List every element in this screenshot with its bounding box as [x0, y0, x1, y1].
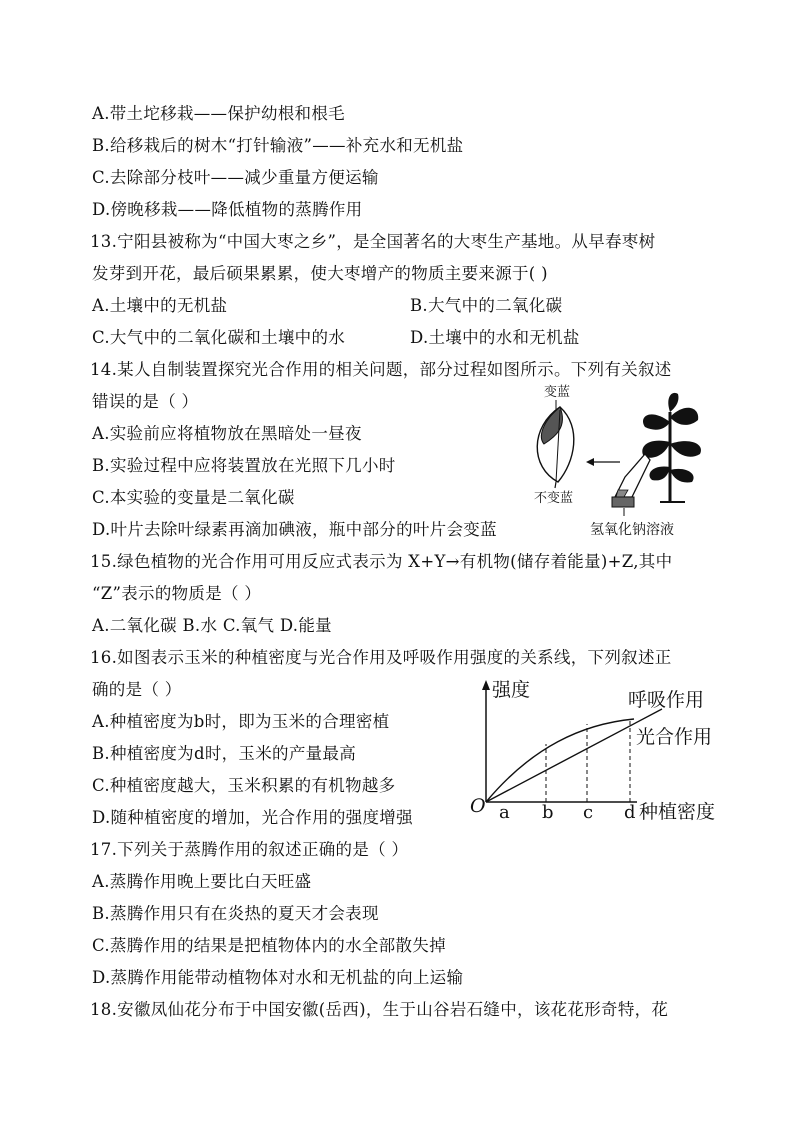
q16-option-a: A.种植密度为b时，即为玉米的合理密植 [92, 712, 390, 731]
q17-option-a: A.蒸腾作用晚上要比白天旺盛 [92, 872, 312, 891]
q17-option-c: C.蒸腾作用的结果是把植物体内的水全部散失掉 [92, 936, 446, 955]
q16-option-d: D.随种植密度的增加，光合作用的强度增强 [92, 808, 413, 827]
q17-option-d: D.蒸腾作用能带动植物体对水和无机盐的向上运输 [92, 968, 464, 987]
q15-stem-line2: “Z”表示的物质是（ ） [92, 584, 262, 603]
q17-stem-line1: 17.下列关于蒸腾作用的叙述正确的是（ ） [90, 840, 409, 859]
y-axis-arrow [482, 680, 490, 690]
q14-option-d: D.叶片去除叶绿素再滴加碘液，瓶中部分的叶片会变蓝 [92, 520, 497, 539]
q14-option-a: A.实验前应将植物放在黑暗处一昼夜 [92, 424, 362, 443]
q13-option-a: A.土壤中的无机盐 [92, 296, 228, 315]
q15-options: A.二氧化碳 B.水 C.氧气 D.能量 [92, 616, 332, 635]
q16-option-b: B.种植密度为d时，玉米的产量最高 [92, 744, 357, 763]
y-axis-label: 强度 [492, 679, 531, 701]
q17-option-b: B.蒸腾作用只有在炎热的夏天才会表现 [92, 904, 379, 923]
q12-option-c: C.去除部分枝叶——减少重量方便运输 [92, 168, 379, 187]
q18-stem-line1: 18.安徽凤仙花分布于中国安徽(岳西)，生于山谷岩石缝中，该花花形奇特，花 [90, 1000, 669, 1019]
q14-stem-line2: 错误的是（ ） [92, 392, 199, 411]
q13-option-d: D.土壤中的水和无机盐 [410, 328, 580, 347]
respiration-line [486, 709, 662, 802]
tick-a: a [499, 802, 510, 823]
q12-option-a: A.带土坨移栽——保护幼根和根毛 [92, 104, 345, 123]
tick-b: b [542, 802, 554, 823]
q13-stem-line2: 发芽到开花，最后硕果累累，使大枣增产的物质主要来源于( ) [92, 264, 548, 283]
q13-stem-line1: 13.宁阳县被称为“中国大枣之乡”，是全国著名的大枣生产基地。从早春枣树 [90, 232, 656, 251]
q14-label-blue: 变蓝 [544, 385, 571, 400]
respiration-label: 呼吸作用 [628, 689, 705, 711]
q12-option-d: D.傍晚移栽——降低植物的蒸腾作用 [92, 200, 363, 219]
q13-option-c: C.大气中的二氧化碳和土壤中的水 [92, 328, 346, 347]
q14-experiment-figure [520, 382, 720, 542]
q15-stem-line1: 15.绿色植物的光合作用可用反应式表示为 X+Y→有机物(储存着能量)+Z,其中 [90, 552, 673, 571]
q14-option-b: B.实验过程中应将装置放在光照下几小时 [92, 456, 396, 475]
photosynthesis-label: 光合作用 [636, 726, 713, 748]
q14-stem-line1: 14.某人自制装置探究光合作用的相关问题，部分过程如图所示。下列有关叙述 [90, 360, 672, 379]
q14-option-c: C.本实验的变量是二氧化碳 [92, 488, 295, 507]
q12-option-b: B.给移栽后的树木“打针输液”——补充水和无机盐 [92, 136, 464, 155]
tick-c: c [583, 802, 594, 823]
q16-density-graph [462, 672, 734, 824]
tick-d: d [624, 802, 636, 823]
q14-label-not-blue: 不变蓝 [534, 491, 574, 506]
origin-label: O [470, 795, 486, 817]
q16-stem-line2: 确的是（ ） [92, 680, 182, 699]
x-axis-label: 种植密度 [639, 801, 716, 823]
q13-option-b: B.大气中的二氧化碳 [410, 296, 563, 315]
q16-stem-line1: 16.如图表示玉米的种植密度与光合作用及呼吸作用强度的关系线，下列叙述正 [90, 648, 672, 667]
q16-option-c: C.种植密度越大，玉米积累的有机物越多 [92, 776, 396, 795]
q14-label-solution: 氢氧化钠溶液 [590, 522, 674, 538]
